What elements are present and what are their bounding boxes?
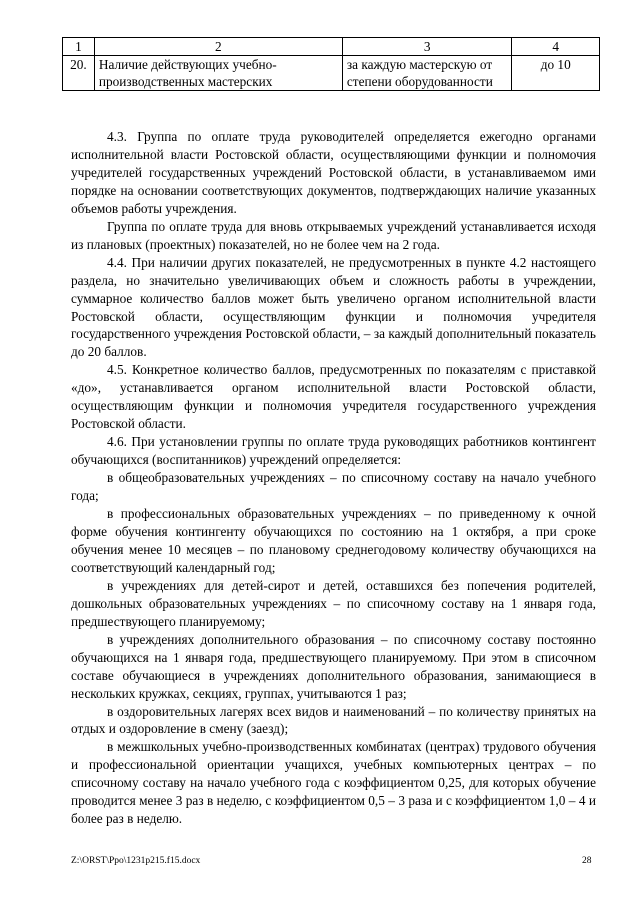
paragraph-camps: в оздоровительных лагерях всех видов и наименований – по количеству принятых на отдых и оздоровление в смену (заезд); [71, 703, 596, 737]
row-number: 20. [63, 56, 95, 91]
table-row [63, 56, 600, 91]
paragraph-4-6: 4.6. При установлении группы по оплате труда руководящих работников контингент обучающихся (воспитанников) учреждений определяется: [71, 434, 596, 468]
indicator-cell: Наличие действующих учебно-производственных мастерских [94, 56, 342, 91]
paragraph-interschool-centers: в межшкольных учебно-производственных комбинатах (центрах) трудового обучения и профессиональной ориентации учащихся, учебных компьютерных центрах – по списочному составу на начало учебного года с коэффициентом 0,25, для которых обучение проводится менее 3 раз в неделю, с коэффициентом 0,5 – 3 раза и с коэффициентом 1,0 – 4 и более раз в неделю. [71, 739, 596, 827]
paragraph-professional-education: в профессиональных образовательных учреждениях – по приведенному к очной форме обучения контингенту обучающихся по состоянию на 1 октября, а при сроке обучения менее 10 месяцев – по плановому среднегодовому количеству обучающихся на соответствующий календарный год; [71, 506, 596, 575]
document-body [71, 128, 596, 828]
criteria-table [62, 37, 600, 91]
paragraph-orphans: в учреждениях для детей-сирот и детей, оставшихся без попечения родителей, дошкольных образовательных учреждениях – по списочному составу на 1 января года, предшествующего планируемому; [71, 577, 596, 629]
table-header-cell: 2 [94, 38, 342, 56]
footer-page-number: 28 [582, 856, 592, 866]
paragraph-4-5: 4.5. Конкретное количество баллов, предусмотренных по показателям с приставкой «до», устанавливается органом исполнительной власти Ростовской области, осуществляющим функции и полномочия учредителя государственного учреждения Ростовской области. [71, 362, 596, 432]
table-header-cell: 4 [512, 38, 600, 56]
table-header-cell: 1 [63, 38, 95, 56]
paragraph-new-institutions: Группа по оплате труда для вновь открываемых учреждений устанавливается исходя из плановых (проектных) показателей, но не более чем на 2 года. [71, 218, 596, 252]
table-header-row [63, 38, 600, 56]
paragraph-additional-education: в учреждениях дополнительного образования – по списочному составу постоянно обучающихся на 1 января года, предшествующего планируемому. При этом в списочном составе обучающиеся в учреждениях дополнительного образования, занимающиеся в нескольких кружках, секциях, группах, учитываются 1 раз; [71, 631, 596, 701]
paragraph-4-3: 4.3. Группа по оплате труда руководителей определяется ежегодно органами исполнительной власти Ростовской области, осуществляющими функции и полномочия учредителей государственных учреждений Ростовской области, в устанавливаемом ими порядке на основании соответствующих документов, подтверждающих наличие указанных объемов работы учреждения. [71, 129, 596, 216]
table-header-cell: 3 [342, 38, 512, 56]
points-cell: до 10 [512, 56, 600, 91]
condition-cell: за каждую мастерскую от степени оборудованности [342, 56, 512, 91]
paragraph-general-education: в общеобразовательных учреждениях – по списочному составу на начало учебного года; [71, 470, 596, 504]
footer-file-path: Z:\ORST\Ppo\1231p215.f15.docx [71, 856, 201, 866]
paragraph-4-4: 4.4. При наличии других показателей, не предусмотренных в пункте 4.2 настоящего раздела, но значительно увеличивающих объем и сложность работы в учреждении, суммарное количество баллов может быть увеличено органом исполнительной власти Ростовской области, осуществляющим функции и полномочия учредителя государственного учреждения Ростовской области, – за каждый дополнительный показатель до 20 баллов. [71, 254, 596, 360]
